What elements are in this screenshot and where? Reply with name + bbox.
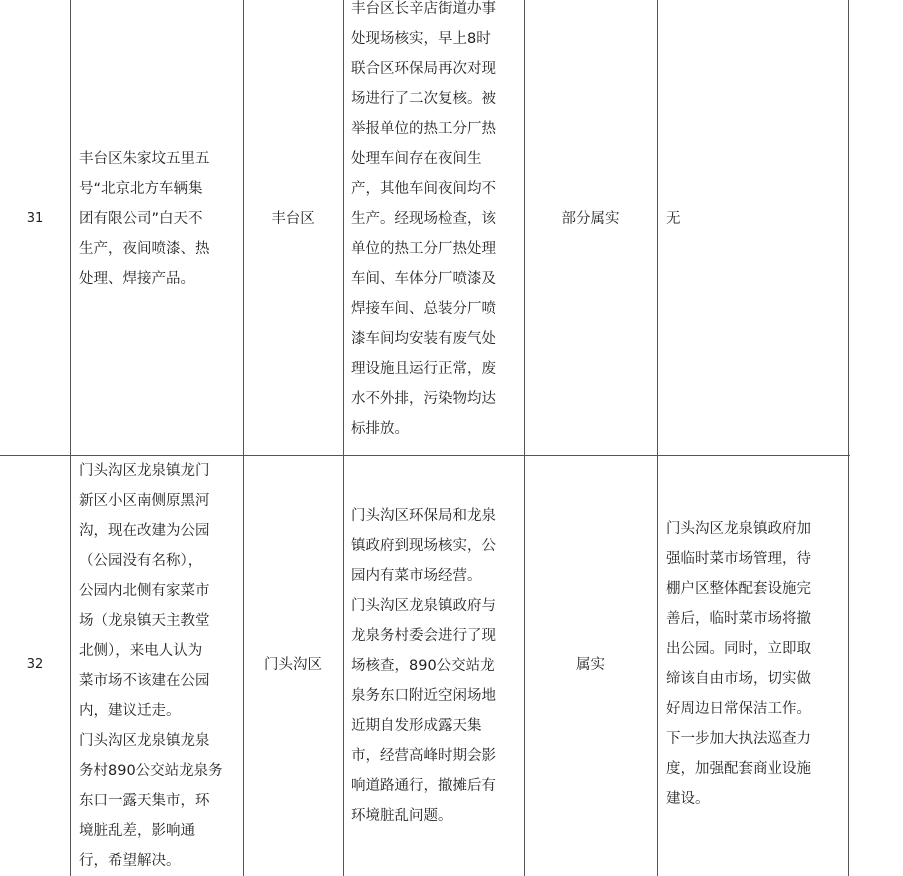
handling-cell: 无 (666, 211, 681, 227)
district-cell: 丰台区 (271, 211, 315, 227)
column-divider (524, 0, 525, 876)
column-divider (343, 0, 344, 876)
investigation-text: 丰台区长辛店街道办事 处现场核实，早上8时 联合区环保局再次对现 场进行了二次复核。被 举报单位的热工分厂热 处理车间存在夜间生 产，其他车间夜间均不 生产。经现场检查，该 单位的热工分厂热处理 车间、车体分厂喷漆及 焊接车间、总装分厂喷 漆车间均安装有废气处 理设施且运行正常，废 水不外排，污染物均达 标排放。 (351, 1, 496, 437)
verdict-cell: 属实 (576, 657, 605, 673)
complaint-text: 门头沟区龙泉镇龙门 新区小区南侧原黑河 沟，现在改建为公园 （公园没有名称）， 公园内北侧有家菜市 场（龙泉镇天主教堂 北侧），来电人认为 菜市场不该建在公园 内，建议迁走。 门头沟区龙泉镇龙泉 务村890公交站龙泉务 东口一露天集市，环 境脏乱差，影响通 行，希望解决。 (79, 463, 223, 869)
complaint-content (79, 456, 239, 876)
column-divider (657, 0, 658, 876)
column-divider (243, 0, 244, 876)
handling-text: 门头沟区龙泉镇政府加 强临时菜市场管理，待 棚户区整体配套设施完 善后，临时菜市场将撤 出公园。同时，立即取 缔该自由市场，切实做 好周边日常保洁工作。 下一步加大执法巡查力 度，加强配套商业设施 建设。 (666, 521, 811, 807)
investigation-cell (351, 501, 521, 831)
row-number: 32 (26, 657, 44, 672)
complaint-content (79, 144, 239, 294)
investigation-cell (351, 0, 521, 444)
column-divider (70, 0, 71, 876)
column-divider (848, 0, 849, 876)
district-cell: 门头沟区 (264, 657, 322, 673)
row-number: 31 (26, 211, 44, 226)
handling-cell (666, 514, 841, 814)
complaint-text: 丰台区朱家坟五里五 号“北京北方车辆集 团有限公司”白天不 生产，夜间喷漆、热 处理、焊接产品。 (79, 151, 210, 287)
investigation-text: 门头沟区环保局和龙泉 镇政府到现场核实，公 园内有菜市场经营。 门头沟区龙泉镇政府与 龙泉务村委会进行了现 场核查，890公交站龙 泉务东口附近空闲场地 近期自发形成露天集 市，经营高峰时期会影 响道路通行，撤摊后有 环境脏乱问题。 (351, 508, 496, 824)
verdict-cell: 部分属实 (561, 211, 620, 227)
